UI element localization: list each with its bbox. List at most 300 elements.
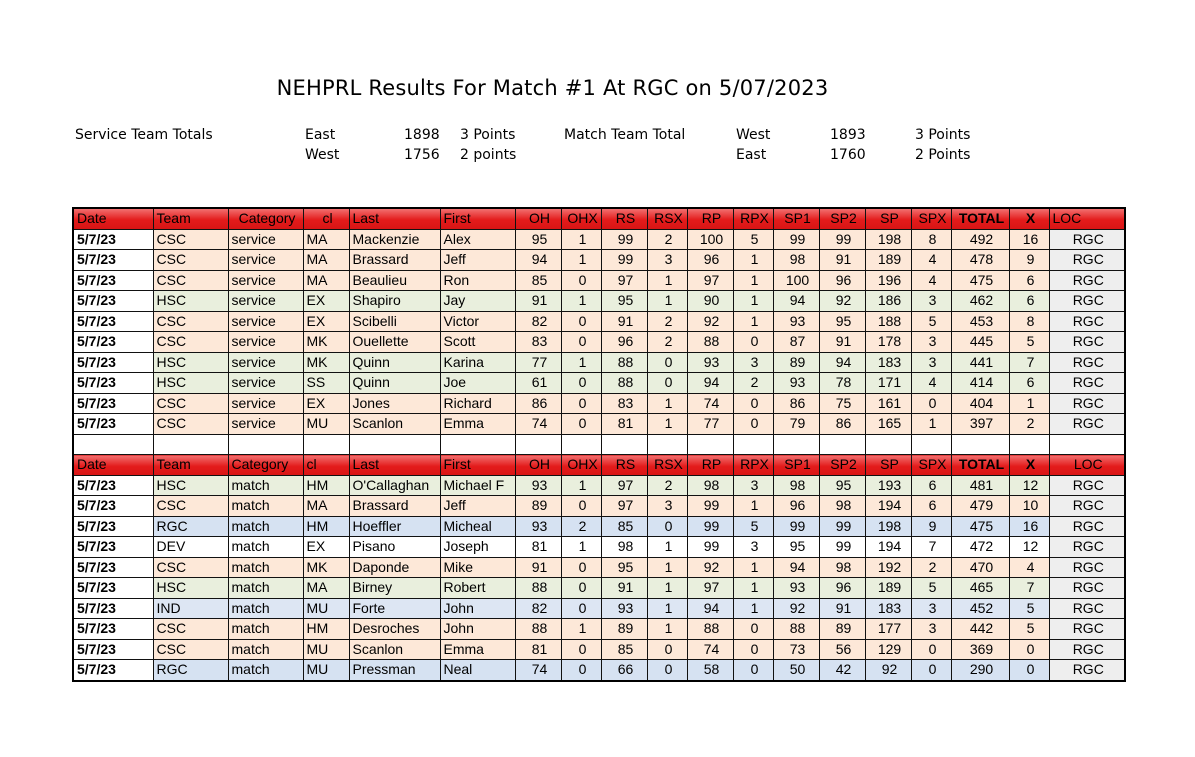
cell-team: CSC: [153, 496, 228, 517]
cell-rsx: 2: [647, 311, 687, 332]
cell-last-name: Quinn: [349, 352, 440, 373]
cell-first-name: Neal: [440, 660, 515, 681]
cell-sp2: 42: [819, 660, 865, 681]
cell-rp: 99: [687, 537, 733, 558]
cell-rp: 88: [687, 619, 733, 640]
cell-team: RGC: [153, 660, 228, 681]
cell-loc: RGC: [1049, 291, 1125, 312]
cell-last-name: Brassard: [349, 496, 440, 517]
cell-rs: 97: [601, 270, 647, 291]
cell-rpx: 2: [733, 373, 773, 394]
cell-x: 9: [1009, 250, 1049, 271]
empty-cell: [647, 434, 687, 455]
header-sp1: SP1: [773, 208, 819, 229]
cell-rsx: 0: [647, 639, 687, 660]
cell-sp2: 89: [819, 619, 865, 640]
cell-spx: 0: [911, 393, 951, 414]
cell-rp: 74: [687, 393, 733, 414]
cell-category: match: [228, 619, 303, 640]
cell-class: MA: [303, 496, 349, 517]
cell-rp: 58: [687, 660, 733, 681]
cell-sp: 183: [865, 598, 911, 619]
cell-total: 462: [951, 291, 1009, 312]
cell-rsx: 1: [647, 291, 687, 312]
cell-first-name: Micheal: [440, 516, 515, 537]
cell-class: MK: [303, 557, 349, 578]
cell-rs: 83: [601, 393, 647, 414]
empty-cell: [865, 434, 911, 455]
cell-last-name: Shapiro: [349, 291, 440, 312]
match-totals-label: Match Team Total: [564, 127, 686, 143]
cell-rpx: 1: [733, 311, 773, 332]
cell-sp: 189: [865, 250, 911, 271]
cell-x: 7: [1009, 578, 1049, 599]
cell-team: CSC: [153, 229, 228, 250]
cell-x: 6: [1009, 373, 1049, 394]
cell-team: CSC: [153, 250, 228, 271]
cell-sp1: 93: [773, 311, 819, 332]
table-row: [73, 291, 1125, 312]
cell-rp: 99: [687, 496, 733, 517]
cell-class: MA: [303, 270, 349, 291]
cell-first-name: Joe: [440, 373, 515, 394]
cell-rsx: 3: [647, 496, 687, 517]
cell-sp1: 94: [773, 291, 819, 312]
cell-rsx: 2: [647, 475, 687, 496]
cell-category: service: [228, 311, 303, 332]
cell-spx: 3: [911, 332, 951, 353]
service-totals-label: Service Team Totals: [75, 127, 213, 143]
cell-class: MK: [303, 352, 349, 373]
cell-rsx: 0: [647, 373, 687, 394]
cell-spx: 4: [911, 250, 951, 271]
table-row: [73, 619, 1125, 640]
cell-oh: 83: [515, 332, 561, 353]
table-row: [73, 414, 1125, 435]
cell-category: match: [228, 598, 303, 619]
cell-sp1: 87: [773, 332, 819, 353]
cell-last-name: Quinn: [349, 373, 440, 394]
cell-first-name: John: [440, 598, 515, 619]
cell-sp2: 96: [819, 578, 865, 599]
cell-first-name: John: [440, 619, 515, 640]
cell-x: 6: [1009, 270, 1049, 291]
cell-loc: RGC: [1049, 414, 1125, 435]
cell-date: 5/7/23: [73, 352, 153, 373]
cell-sp: 192: [865, 557, 911, 578]
header-last-name: Last: [349, 455, 440, 476]
cell-sp2: 95: [819, 311, 865, 332]
cell-loc: RGC: [1049, 557, 1125, 578]
cell-sp1: 98: [773, 250, 819, 271]
header-rs: RS: [601, 208, 647, 229]
header-first-name: First: [440, 455, 515, 476]
cell-rs: 99: [601, 250, 647, 271]
header-total: TOTAL: [951, 455, 1009, 476]
cell-date: 5/7/23: [73, 660, 153, 681]
header-date: Date: [73, 455, 153, 476]
spacer-row: [73, 434, 1125, 455]
match-header-row: [73, 455, 1125, 476]
cell-sp: 161: [865, 393, 911, 414]
cell-oh: 94: [515, 250, 561, 271]
cell-first-name: Scott: [440, 332, 515, 353]
table-row: [73, 578, 1125, 599]
cell-category: service: [228, 373, 303, 394]
cell-ohx: 0: [561, 660, 601, 681]
empty-cell: [349, 434, 440, 455]
empty-cell: [687, 434, 733, 455]
cell-sp1: 99: [773, 516, 819, 537]
cell-category: match: [228, 537, 303, 558]
cell-team: CSC: [153, 393, 228, 414]
cell-first-name: Karina: [440, 352, 515, 373]
cell-ohx: 0: [561, 332, 601, 353]
cell-ohx: 0: [561, 578, 601, 599]
cell-date: 5/7/23: [73, 250, 153, 271]
cell-sp: 188: [865, 311, 911, 332]
cell-sp: 177: [865, 619, 911, 640]
cell-rp: 77: [687, 414, 733, 435]
cell-oh: 89: [515, 496, 561, 517]
cell-team: CSC: [153, 311, 228, 332]
cell-ohx: 1: [561, 291, 601, 312]
cell-oh: 93: [515, 516, 561, 537]
cell-x: 10: [1009, 496, 1049, 517]
match-team-1: East: [736, 147, 767, 163]
cell-rp: 90: [687, 291, 733, 312]
cell-sp2: 86: [819, 414, 865, 435]
header-x: X: [1009, 208, 1049, 229]
empty-cell: [773, 434, 819, 455]
cell-first-name: Ron: [440, 270, 515, 291]
cell-rpx: 3: [733, 352, 773, 373]
cell-sp: 92: [865, 660, 911, 681]
cell-sp2: 94: [819, 352, 865, 373]
cell-category: service: [228, 291, 303, 312]
cell-sp2: 96: [819, 270, 865, 291]
header-rsx: RSX: [647, 208, 687, 229]
cell-rpx: 3: [733, 537, 773, 558]
cell-category: service: [228, 332, 303, 353]
match-points-1: 2 Points: [915, 147, 971, 163]
cell-rsx: 2: [647, 332, 687, 353]
cell-rpx: 3: [733, 475, 773, 496]
cell-sp2: 91: [819, 250, 865, 271]
cell-sp2: 99: [819, 537, 865, 558]
cell-total: 290: [951, 660, 1009, 681]
cell-rs: 98: [601, 537, 647, 558]
cell-team: DEV: [153, 537, 228, 558]
header-rp: RP: [687, 455, 733, 476]
cell-sp2: 98: [819, 496, 865, 517]
cell-rp: 88: [687, 332, 733, 353]
cell-class: MU: [303, 639, 349, 660]
cell-ohx: 0: [561, 414, 601, 435]
cell-rp: 96: [687, 250, 733, 271]
cell-class: MK: [303, 332, 349, 353]
header-rpx: RPX: [733, 208, 773, 229]
cell-rp: 93: [687, 352, 733, 373]
service-team-1: West: [305, 147, 340, 163]
cell-oh: 82: [515, 311, 561, 332]
cell-sp1: 93: [773, 373, 819, 394]
cell-oh: 88: [515, 578, 561, 599]
cell-x: 12: [1009, 475, 1049, 496]
cell-sp1: 95: [773, 537, 819, 558]
cell-date: 5/7/23: [73, 373, 153, 394]
cell-rsx: 1: [647, 414, 687, 435]
cell-date: 5/7/23: [73, 475, 153, 496]
cell-loc: RGC: [1049, 393, 1125, 414]
cell-x: 4: [1009, 557, 1049, 578]
empty-cell: [819, 434, 865, 455]
empty-cell: [303, 434, 349, 455]
cell-sp2: 78: [819, 373, 865, 394]
cell-loc: RGC: [1049, 270, 1125, 291]
cell-rp: 97: [687, 270, 733, 291]
cell-rsx: 1: [647, 270, 687, 291]
cell-sp1: 50: [773, 660, 819, 681]
header-loc: LOC: [1049, 455, 1125, 476]
cell-spx: 3: [911, 291, 951, 312]
cell-rpx: 0: [733, 619, 773, 640]
header-class: cl: [303, 455, 349, 476]
cell-loc: RGC: [1049, 619, 1125, 640]
cell-category: match: [228, 516, 303, 537]
cell-x: 0: [1009, 639, 1049, 660]
cell-date: 5/7/23: [73, 557, 153, 578]
cell-ohx: 0: [561, 496, 601, 517]
cell-last-name: Forte: [349, 598, 440, 619]
cell-sp2: 92: [819, 291, 865, 312]
cell-oh: 82: [515, 598, 561, 619]
cell-spx: 3: [911, 352, 951, 373]
cell-rpx: 0: [733, 332, 773, 353]
cell-sp2: 91: [819, 598, 865, 619]
header-rp: RP: [687, 208, 733, 229]
cell-rs: 85: [601, 639, 647, 660]
cell-last-name: Scanlon: [349, 639, 440, 660]
cell-category: match: [228, 660, 303, 681]
cell-class: EX: [303, 393, 349, 414]
cell-rpx: 0: [733, 414, 773, 435]
cell-loc: RGC: [1049, 516, 1125, 537]
cell-rp: 97: [687, 578, 733, 599]
cell-loc: RGC: [1049, 475, 1125, 496]
table-row: [73, 516, 1125, 537]
cell-date: 5/7/23: [73, 537, 153, 558]
cell-sp1: 89: [773, 352, 819, 373]
cell-total: 452: [951, 598, 1009, 619]
cell-x: 12: [1009, 537, 1049, 558]
table-row: [73, 660, 1125, 681]
cell-rsx: 0: [647, 352, 687, 373]
table-row: [73, 373, 1125, 394]
cell-total: 453: [951, 311, 1009, 332]
empty-cell: [153, 434, 228, 455]
cell-last-name: Desroches: [349, 619, 440, 640]
cell-rp: 100: [687, 229, 733, 250]
table-row: [73, 639, 1125, 660]
cell-class: MA: [303, 229, 349, 250]
cell-x: 16: [1009, 516, 1049, 537]
cell-total: 472: [951, 537, 1009, 558]
cell-total: 441: [951, 352, 1009, 373]
cell-ohx: 0: [561, 639, 601, 660]
cell-rsx: 1: [647, 537, 687, 558]
empty-cell: [73, 434, 153, 455]
cell-spx: 6: [911, 475, 951, 496]
cell-sp2: 75: [819, 393, 865, 414]
cell-first-name: Mike: [440, 557, 515, 578]
cell-x: 5: [1009, 619, 1049, 640]
cell-rs: 85: [601, 516, 647, 537]
cell-sp: 186: [865, 291, 911, 312]
cell-total: 397: [951, 414, 1009, 435]
cell-rpx: 0: [733, 639, 773, 660]
cell-total: 442: [951, 619, 1009, 640]
cell-spx: 1: [911, 414, 951, 435]
cell-loc: RGC: [1049, 598, 1125, 619]
cell-rpx: 1: [733, 250, 773, 271]
cell-loc: RGC: [1049, 578, 1125, 599]
cell-last-name: Hoeffler: [349, 516, 440, 537]
table-row: [73, 270, 1125, 291]
cell-loc: RGC: [1049, 660, 1125, 681]
cell-class: MA: [303, 578, 349, 599]
cell-rpx: 0: [733, 660, 773, 681]
cell-rs: 97: [601, 475, 647, 496]
cell-ohx: 0: [561, 393, 601, 414]
cell-rsx: 1: [647, 393, 687, 414]
match-score-0: 1893: [830, 127, 866, 143]
cell-category: match: [228, 496, 303, 517]
cell-ohx: 1: [561, 619, 601, 640]
cell-total: 479: [951, 496, 1009, 517]
cell-class: MU: [303, 660, 349, 681]
cell-ohx: 1: [561, 229, 601, 250]
table-row: [73, 332, 1125, 353]
cell-total: 465: [951, 578, 1009, 599]
header-oh: OH: [515, 455, 561, 476]
cell-sp: 183: [865, 352, 911, 373]
cell-category: service: [228, 414, 303, 435]
page-title: NEHPRL Results For Match #1 At RGC on 5/07/2023: [276, 76, 829, 100]
cell-rp: 94: [687, 373, 733, 394]
match-score-1: 1760: [830, 147, 866, 163]
cell-class: HM: [303, 516, 349, 537]
cell-ohx: 2: [561, 516, 601, 537]
cell-sp1: 93: [773, 578, 819, 599]
cell-sp1: 86: [773, 393, 819, 414]
cell-rp: 74: [687, 639, 733, 660]
table-row: [73, 557, 1125, 578]
cell-rsx: 2: [647, 229, 687, 250]
cell-spx: 5: [911, 578, 951, 599]
cell-rs: 91: [601, 311, 647, 332]
cell-oh: 61: [515, 373, 561, 394]
cell-sp: 194: [865, 537, 911, 558]
cell-sp2: 99: [819, 229, 865, 250]
cell-first-name: Robert: [440, 578, 515, 599]
cell-rpx: 1: [733, 578, 773, 599]
cell-oh: 74: [515, 414, 561, 435]
header-sp2: SP2: [819, 208, 865, 229]
cell-sp: 193: [865, 475, 911, 496]
service-team-0: East: [305, 127, 336, 143]
cell-class: EX: [303, 311, 349, 332]
cell-ohx: 1: [561, 250, 601, 271]
cell-team: CSC: [153, 332, 228, 353]
empty-cell: [733, 434, 773, 455]
cell-rpx: 1: [733, 557, 773, 578]
cell-rs: 99: [601, 229, 647, 250]
cell-loc: RGC: [1049, 332, 1125, 353]
cell-sp1: 92: [773, 598, 819, 619]
service-points-1: 2 points: [460, 147, 517, 163]
cell-x: 16: [1009, 229, 1049, 250]
cell-date: 5/7/23: [73, 516, 153, 537]
cell-sp: 178: [865, 332, 911, 353]
cell-team: CSC: [153, 414, 228, 435]
empty-cell: [515, 434, 561, 455]
cell-oh: 86: [515, 393, 561, 414]
cell-x: 0: [1009, 660, 1049, 681]
cell-last-name: O'Callaghan: [349, 475, 440, 496]
cell-first-name: Richard: [440, 393, 515, 414]
cell-ohx: 1: [561, 352, 601, 373]
cell-rpx: 1: [733, 291, 773, 312]
cell-sp: 194: [865, 496, 911, 517]
cell-first-name: Jay: [440, 291, 515, 312]
header-sp2: SP2: [819, 455, 865, 476]
cell-rpx: 1: [733, 496, 773, 517]
table-row: [73, 229, 1125, 250]
cell-date: 5/7/23: [73, 578, 153, 599]
header-rpx: RPX: [733, 455, 773, 476]
cell-ohx: 1: [561, 537, 601, 558]
cell-sp: 189: [865, 578, 911, 599]
service-score-0: 1898: [404, 127, 440, 143]
header-team: Team: [153, 455, 228, 476]
cell-oh: 91: [515, 557, 561, 578]
cell-team: RGC: [153, 516, 228, 537]
cell-oh: 93: [515, 475, 561, 496]
empty-cell: [228, 434, 303, 455]
cell-total: 478: [951, 250, 1009, 271]
cell-rsx: 1: [647, 557, 687, 578]
match-team-0: West: [736, 127, 771, 143]
cell-loc: RGC: [1049, 352, 1125, 373]
header-loc: LOC: [1049, 208, 1125, 229]
cell-class: EX: [303, 537, 349, 558]
cell-sp: 171: [865, 373, 911, 394]
cell-category: match: [228, 557, 303, 578]
results-table: [72, 207, 1126, 682]
cell-team: HSC: [153, 475, 228, 496]
cell-ohx: 0: [561, 311, 601, 332]
cell-total: 481: [951, 475, 1009, 496]
empty-cell: [561, 434, 601, 455]
service-score-1: 1756: [404, 147, 440, 163]
header-x: X: [1009, 455, 1049, 476]
cell-ohx: 1: [561, 475, 601, 496]
cell-team: IND: [153, 598, 228, 619]
cell-last-name: Daponde: [349, 557, 440, 578]
header-category: Category: [228, 455, 303, 476]
cell-spx: 0: [911, 639, 951, 660]
